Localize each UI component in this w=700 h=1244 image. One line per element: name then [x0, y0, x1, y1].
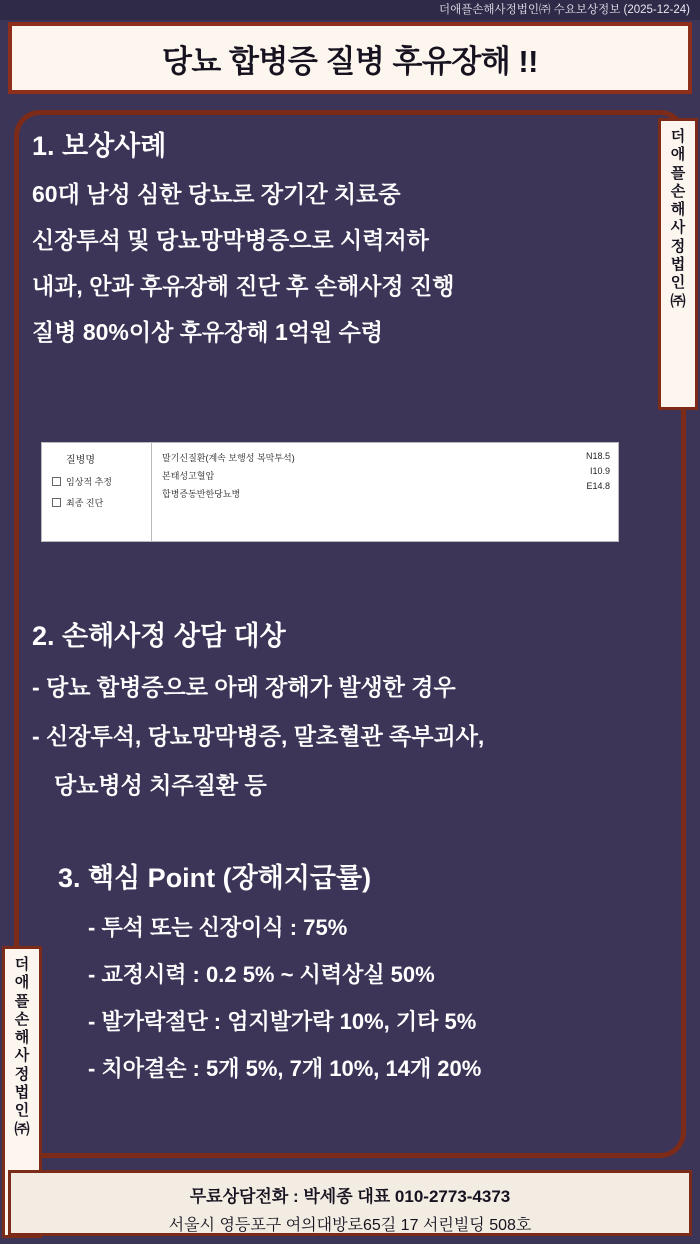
doc-code-item: N18.5: [585, 451, 610, 461]
doc-checkbox-row: [52, 475, 145, 488]
doc-code-column: [548, 443, 618, 541]
tab-char: 정: [14, 1065, 30, 1083]
tab-char: 애: [670, 146, 686, 164]
section-2: [32, 614, 652, 800]
footer-phone[interactable]: 무료상담전화 : 박세종 대표 010-2773-4373: [189, 1187, 511, 1206]
doc-diagnosis-item: 본태성고혈압: [162, 471, 215, 481]
section-2-item: 당뇨병성 치주질환 등: [54, 772, 267, 798]
tab-char: 더: [670, 128, 686, 145]
section-3-heading: 3. 핵심 Point (장해지급률): [58, 863, 372, 893]
tab-char: 법: [670, 256, 686, 274]
section-1-line: 내과, 안과 후유장해 진단 후 손해사정 진행: [32, 273, 455, 299]
page-title: 당뇨 합병증 질병 후유장해 !!: [161, 43, 538, 79]
title-banner: [8, 22, 692, 94]
section-3-item: - 발가락절단 : 엄지발가락 10%, 기타 5%: [88, 1009, 477, 1034]
tab-char: 애: [14, 974, 30, 992]
doc-code-item: I10.9: [589, 466, 610, 476]
tab-char: 더: [14, 956, 30, 973]
tab-char: ㈜: [14, 1120, 30, 1138]
tab-char: 인: [14, 1102, 30, 1120]
footer-contact: [8, 1170, 692, 1236]
tab-char: 법: [14, 1084, 30, 1102]
tab-char: 손: [670, 182, 686, 200]
checkbox-icon: [52, 477, 61, 486]
doc-left-column: [42, 443, 152, 541]
section-1-heading: 1. 보상사례: [32, 131, 167, 161]
tab-char: ㈜: [670, 292, 686, 310]
checkbox-icon: [52, 498, 61, 507]
doc-checkbox-label: 최종 진단: [66, 498, 104, 508]
tab-char: 사: [670, 219, 686, 237]
doc-diagnosis-column: [152, 443, 548, 541]
section-2-item: - 당뇨 합병증으로 아래 장해가 발생한 경우: [32, 674, 456, 700]
doc-label-disease-name: 질병명: [66, 455, 95, 466]
section-1-line: 60대 남성 심한 당뇨로 장기간 치료중: [32, 181, 401, 207]
section-3-item: - 교정시력 : 0.2 5% ~ 시력상실 50%: [88, 962, 435, 987]
tab-char: 인: [670, 274, 686, 292]
doc-code-item: E14.8: [586, 481, 610, 491]
footer-address: 서울시 영등포구 여의대방로65길 17 서린빌딩 508호: [168, 1217, 532, 1234]
section-3-item: - 치아결손 : 5개 5%, 7개 10%, 14개 20%: [88, 1056, 482, 1081]
main-content-area: [8, 104, 692, 1164]
section-3-item: - 투석 또는 신장이식 : 75%: [88, 915, 348, 940]
section-2-heading: 2. 손해사정 상담 대상: [32, 621, 286, 651]
section-1: [32, 124, 632, 347]
doc-diagnosis-item: 합병증동반한당뇨병: [162, 489, 241, 499]
diagnosis-document-snippet: [41, 442, 619, 542]
tab-char: 플: [14, 992, 30, 1010]
section-3: [32, 856, 672, 1083]
tab-char: 정: [670, 237, 686, 255]
doc-checkbox-label: 임상적 추정: [66, 477, 112, 487]
doc-checkbox-row: [52, 496, 145, 509]
tab-char: 플: [670, 164, 686, 182]
tab-char: 손: [14, 1010, 30, 1028]
section-1-line: 질병 80%이상 후유장해 1억원 수령: [32, 319, 384, 345]
section-2-item: - 신장투석, 당뇨망막병증, 말초혈관 족부괴사,: [32, 723, 485, 749]
top-source-bar: 더애플손해사정법인㈜ 수요보상정보 (2025-12-24): [0, 0, 700, 20]
section-1-line: 신장투석 및 당뇨망막병증으로 시력저하: [32, 227, 429, 253]
tab-char: 해: [14, 1029, 30, 1047]
doc-diagnosis-item: 말기신질환(계속 보행성 복막투석): [162, 453, 295, 463]
tab-char: 사: [14, 1047, 30, 1065]
company-tab-right: [658, 118, 698, 410]
tab-char: 해: [670, 201, 686, 219]
